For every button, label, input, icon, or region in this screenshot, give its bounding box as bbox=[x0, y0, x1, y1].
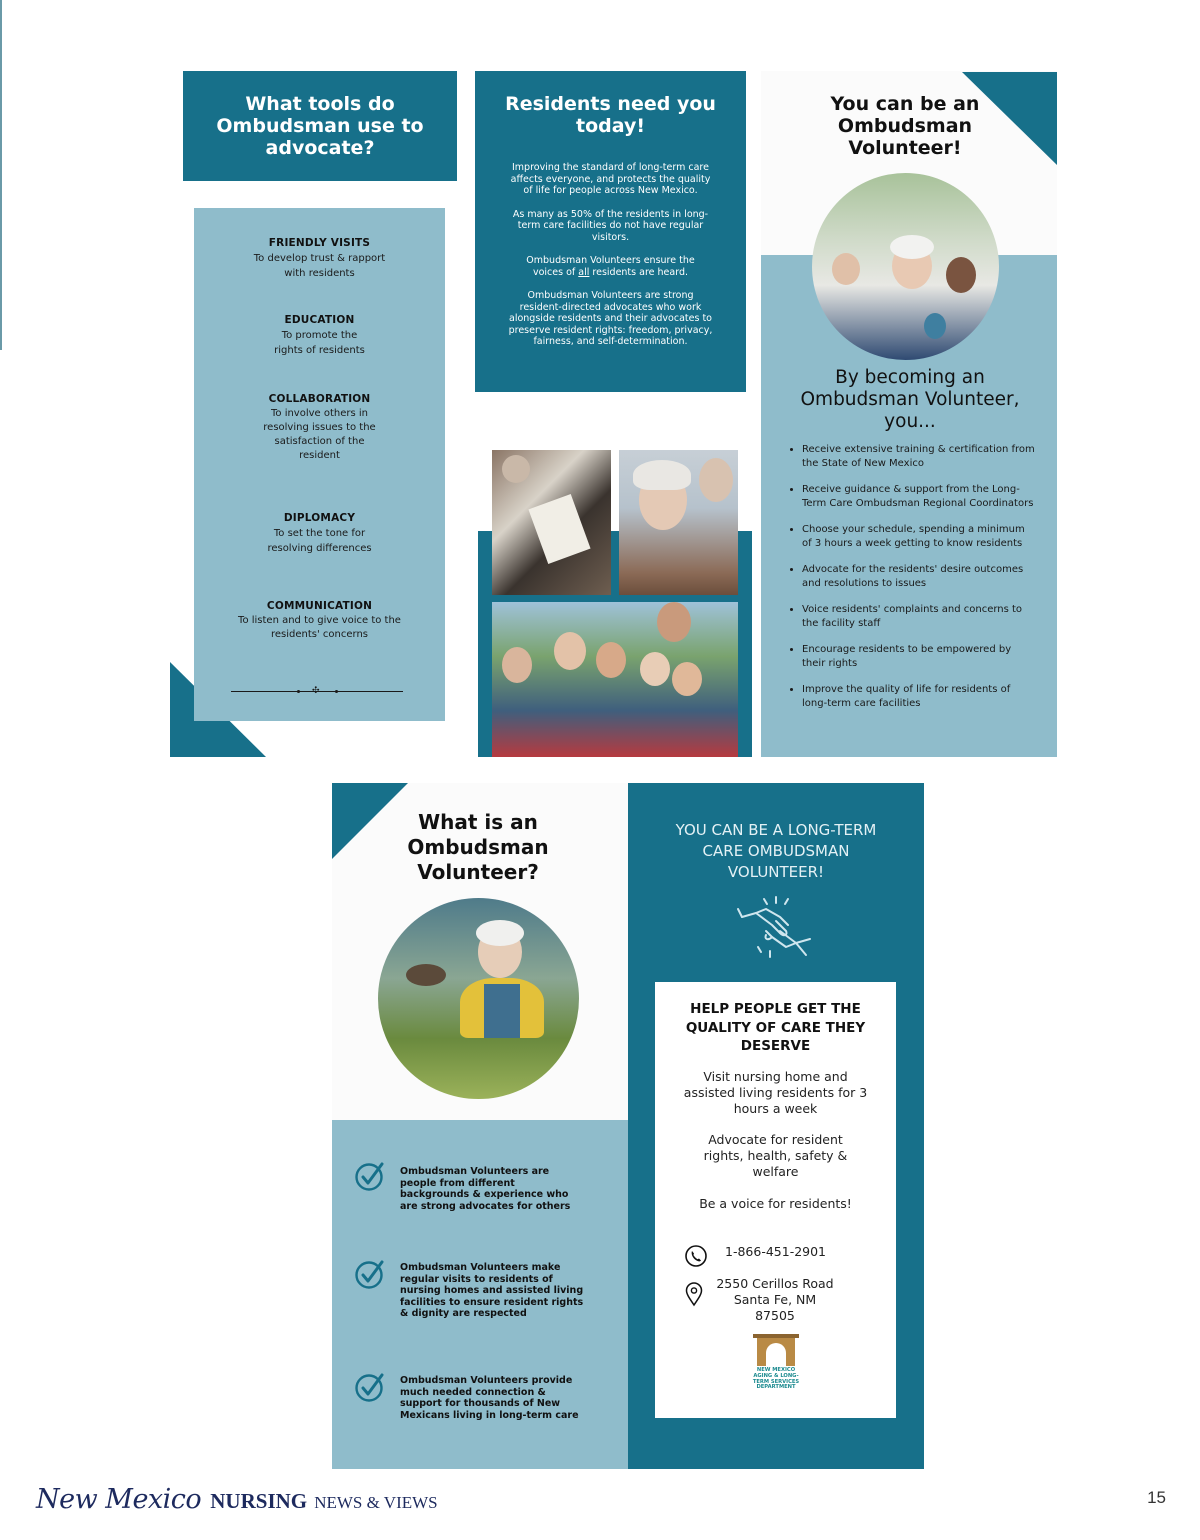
residents-p1: Improving the standard of long-term care affects everyone, and protects the quality of life for people across New Mexico. bbox=[510, 162, 711, 196]
cta-panel bbox=[628, 783, 924, 1469]
footer-brand bbox=[36, 1484, 438, 1518]
what-is-corner-triangle bbox=[332, 783, 408, 859]
volunteer-bullet: • Receive extensive training & certification from the State of New Mexico bbox=[802, 443, 1036, 470]
tool-heading: DIPLOMACY bbox=[283, 512, 356, 524]
tool-text: To set the tone for resolving differences bbox=[267, 528, 372, 554]
tool-diplomacy bbox=[214, 512, 425, 556]
tool-friendly-visits bbox=[214, 237, 425, 281]
photo-hands-writing bbox=[492, 450, 611, 595]
check-circle-icon bbox=[354, 1160, 386, 1192]
cta-phone: 1-866-451-2901 bbox=[725, 1244, 827, 1259]
residents-text bbox=[505, 162, 716, 348]
volunteer-bullet: • Voice residents' complaints and concerns to the facility staff bbox=[802, 603, 1036, 630]
cta-card-heading: HELP PEOPLE GET THE QUALITY OF CARE THEY DESERVE bbox=[685, 1001, 866, 1054]
volunteer-title: You can be an Ombudsman Volunteer! bbox=[830, 93, 980, 159]
photo-cheering-seniors bbox=[812, 173, 999, 360]
volunteer-subtitle: By becoming an Ombudsman Volunteer, you... bbox=[800, 367, 1020, 432]
volunteer-bullet: • Advocate for the residents' desire outcomes and resolutions to issues bbox=[802, 563, 1036, 590]
tool-heading: FRIENDLY VISITS bbox=[268, 237, 371, 249]
tool-text: To involve others in resolving issues to the satisfaction of the resident bbox=[263, 408, 376, 461]
residents-box bbox=[475, 71, 746, 392]
volunteer-bullet: • Encourage residents to be empowered by their rights bbox=[802, 643, 1036, 670]
check-circle-icon bbox=[354, 1371, 386, 1403]
volunteer-bullets bbox=[786, 443, 1036, 723]
cta-line-2: Advocate for resident rights, health, safety & welfare bbox=[703, 1132, 848, 1179]
volunteer-bullet: • Receive guidance & support from the Long-Term Care Ombudsman Regional Coordinators bbox=[802, 483, 1036, 510]
brand-bold: NURSING bbox=[210, 1489, 308, 1513]
phone-icon bbox=[684, 1244, 708, 1268]
check-text: Ombudsman Volunteers provide much needed connection & support for thousands of New Mexicans living in long-term care bbox=[400, 1375, 579, 1421]
page-number: 15 bbox=[1147, 1488, 1166, 1507]
tool-collaboration bbox=[214, 393, 425, 463]
what-is-title: What is an Ombudsman Volunteer? bbox=[407, 810, 549, 884]
cta-title: YOU CAN BE A LONG-TERM CARE OMBUDSMAN VOLUNTEER! bbox=[675, 821, 877, 881]
tool-education bbox=[214, 314, 425, 358]
residents-p3: Ombudsman Volunteers ensure the voices of all residents are heard. bbox=[526, 255, 695, 278]
tool-heading: EDUCATION bbox=[284, 314, 355, 326]
helping-hands-icon bbox=[736, 895, 816, 959]
tool-text: To develop trust & rapport with residents bbox=[253, 253, 386, 279]
tool-heading: COMMUNICATION bbox=[266, 600, 373, 612]
aging-department-logo bbox=[751, 1334, 801, 1400]
what-is-checks-box bbox=[332, 1120, 628, 1469]
ornament-divider: ✣ bbox=[231, 690, 403, 694]
check-text: Ombudsman Volunteers make regular visits to residents of nursing homes and assisted living facilities to ensure resident rights & dignity are respected bbox=[400, 1262, 584, 1320]
photo-smiling-elder-woman bbox=[619, 450, 738, 595]
cta-line-1: Visit nursing home and assisted living residents for 3 hours a week bbox=[683, 1069, 868, 1116]
tools-title: What tools do Ombudsman use to advocate? bbox=[216, 93, 424, 159]
address-line: 2550 Cerillos Road bbox=[716, 1276, 834, 1291]
logo-text: NEW MEXICO AGING & LONG-TERM SERVICES DEPARTMENT bbox=[752, 1367, 800, 1391]
cta-address bbox=[705, 1276, 845, 1324]
check-item bbox=[352, 1371, 592, 1431]
left-edge-line bbox=[0, 0, 2, 350]
volunteer-bullet: • Choose your schedule, spending a minimum of 3 hours a week getting to know residents bbox=[802, 523, 1036, 550]
check-item bbox=[352, 1160, 592, 1220]
tool-text: To listen and to give voice to the residents' concerns bbox=[238, 615, 401, 640]
check-circle-icon bbox=[354, 1258, 386, 1290]
cta-line-3: Be a voice for residents! bbox=[699, 1196, 852, 1211]
residents-title: Residents need you today! bbox=[505, 93, 716, 137]
tool-heading: COLLABORATION bbox=[268, 393, 371, 405]
tools-list-box bbox=[194, 208, 445, 721]
residents-p2: As many as 50% of the residents in long-term care facilities do not have regular visitors. bbox=[512, 208, 709, 243]
cta-card bbox=[655, 982, 896, 1418]
volunteer-bullet: • Improve the quality of life for residents of long-term care facilities bbox=[802, 683, 1036, 710]
check-text: Ombudsman Volunteers are people from different backgrounds & experience who are strong advocates for others bbox=[400, 1166, 571, 1212]
residents-p4: Ombudsman Volunteers are strong resident-directed advocates who work alongside residents and their advocates to preserve resident rights: freedom, privacy, fairness, and self-determination. bbox=[508, 290, 713, 347]
address-line: Santa Fe, NM bbox=[733, 1292, 817, 1307]
address-line: 87505 bbox=[755, 1308, 795, 1323]
tool-communication bbox=[214, 600, 425, 642]
photo-elder-gardening bbox=[378, 898, 579, 1099]
tools-title-box bbox=[183, 71, 457, 181]
location-pin-icon bbox=[684, 1281, 704, 1307]
tool-text: To promote the rights of residents bbox=[274, 330, 365, 356]
brand-script: New Mexico bbox=[36, 1484, 202, 1515]
photo-family-group bbox=[492, 602, 738, 757]
check-item bbox=[352, 1258, 592, 1318]
brand-rest: NEWS & VIEWS bbox=[314, 1493, 438, 1512]
